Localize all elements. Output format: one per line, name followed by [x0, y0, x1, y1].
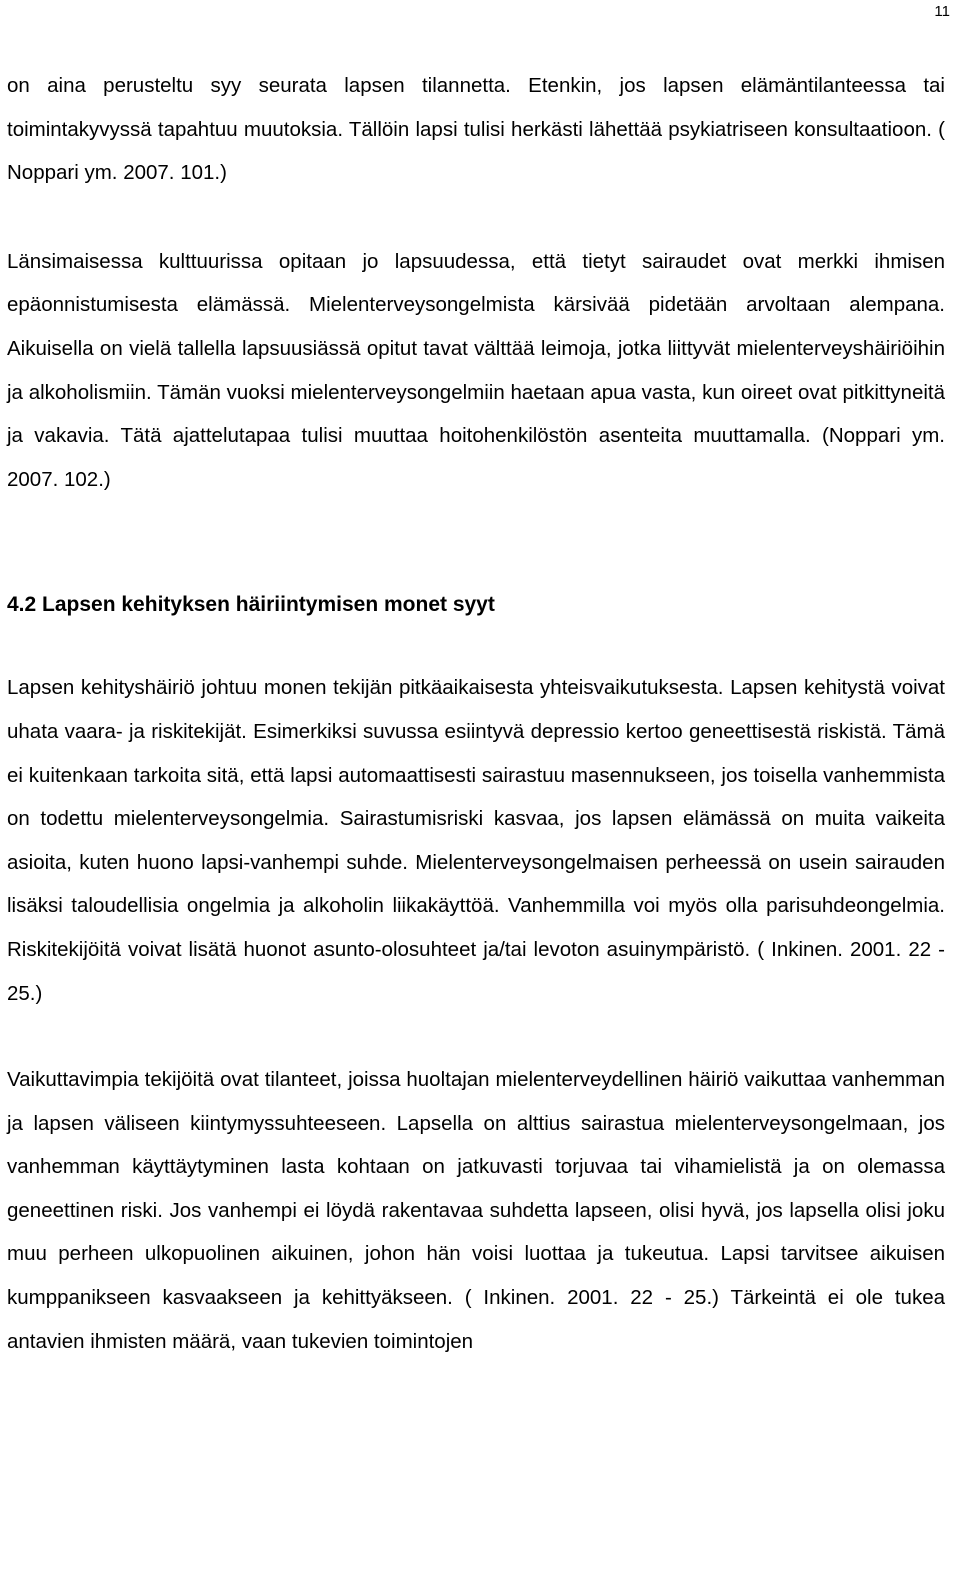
paragraph-developmental-disorder: Lapsen kehityshäiriö johtuu monen tekijän pitkäaikaisesta yhteisvaikutuksesta. Lapsen kehitystä voivat uhata vaara- ja riskitekijät. Esimerkiksi suvussa esiintyvä depressio kertoo geneettisestä riskistä. Tämä ei kuitenkaan tarkoita sitä, että lapsi automaattisesti sairastuu masennukseen, jos toisella vanhemmista on todettu mielenterveysongelmia. Sairastumisriski kasvaa, jos lapsen elämässä on muita vaikeita asioita, kuten huono lapsi-vanhempi suhde. Mielenterveysongelmaisen perheessä on usein sairauden lisäksi taloudellisia ongelmia ja alkoholin liikakäyttöä. Vanhemmilla voi myös olla parisuhdeongelmia. Riskitekijöitä voivat lisätä huonot asunto-olosuhteet ja/tai levoton asuinympäristö. ( Inkinen. 2001. 22 - 25.) — [7, 676, 945, 1005]
page-number: 11 — [934, 3, 950, 20]
document-body — [7, 64, 945, 1363]
section-heading: 4.2 Lapsen kehityksen häiriintymisen monet syyt — [7, 593, 495, 617]
paragraph-western-culture: Länsimaisessa kulttuurissa opitaan jo lapsuudessa, että tietyt sairaudet ovat merkki ihmisen epäonnistumisesta elämässä. Mielenterveysongelmista kärsivää pidetään arvoltaan alempana. Aikuisella on vielä tallella lapsuusiässä opitut tavat välttää leimoja, jotka liittyvät mielenterveyshäiriöihin ja alkoholismiin. Tämän vuoksi mielenterveysongelmiin haetaan apua vasta, kun oireet ovat pitkittyneitä ja vakavia. Tätä ajattelutapaa tulisi muuttaa hoitohenkilöstön asenteita muuttamalla. (Noppari ym. 2007. 102.) — [7, 249, 945, 491]
paragraph-continuation: on aina perusteltu syy seurata lapsen tilannetta. Etenkin, jos lapsen elämäntilanteessa tai toimintakyvyssä tapahtuu muutoksia. Tällöin lapsi tulisi herkästi lähettää psykiatriseen konsultaatioon. ( Noppari ym. 2007. 101.) — [7, 74, 945, 185]
paragraph-influential-factors: Vaikuttavimpia tekijöitä ovat tilanteet, joissa huoltajan mielenterveydellinen häiriö vaikuttaa vanhemman ja lapsen väliseen kiintymyssuhteeseen. Lapsella on alttius sairastua mielenterveysongelmaan, jos vanhemman käyttäytyminen lasta kohtaan on jatkuvasti torjuvaa tai vihamielistä ja on olemassa geneettinen riski. Jos vanhempi ei löydä rakentavaa suhdetta lapseen, olisi hyvä, jos lapsella olisi joku muu perheen ulkopuolinen aikuinen, johon hän voisi luottaa ja tukeutua. Lapsi tarvitsee aikuisen kumppanikseen kasvaakseen ja kehittyäkseen. ( Inkinen. 2001. 22 - 25.) Tärkeintä ei ole tukea antavien ihmisten määrä, vaan tukevien toimintojen — [7, 1068, 945, 1353]
